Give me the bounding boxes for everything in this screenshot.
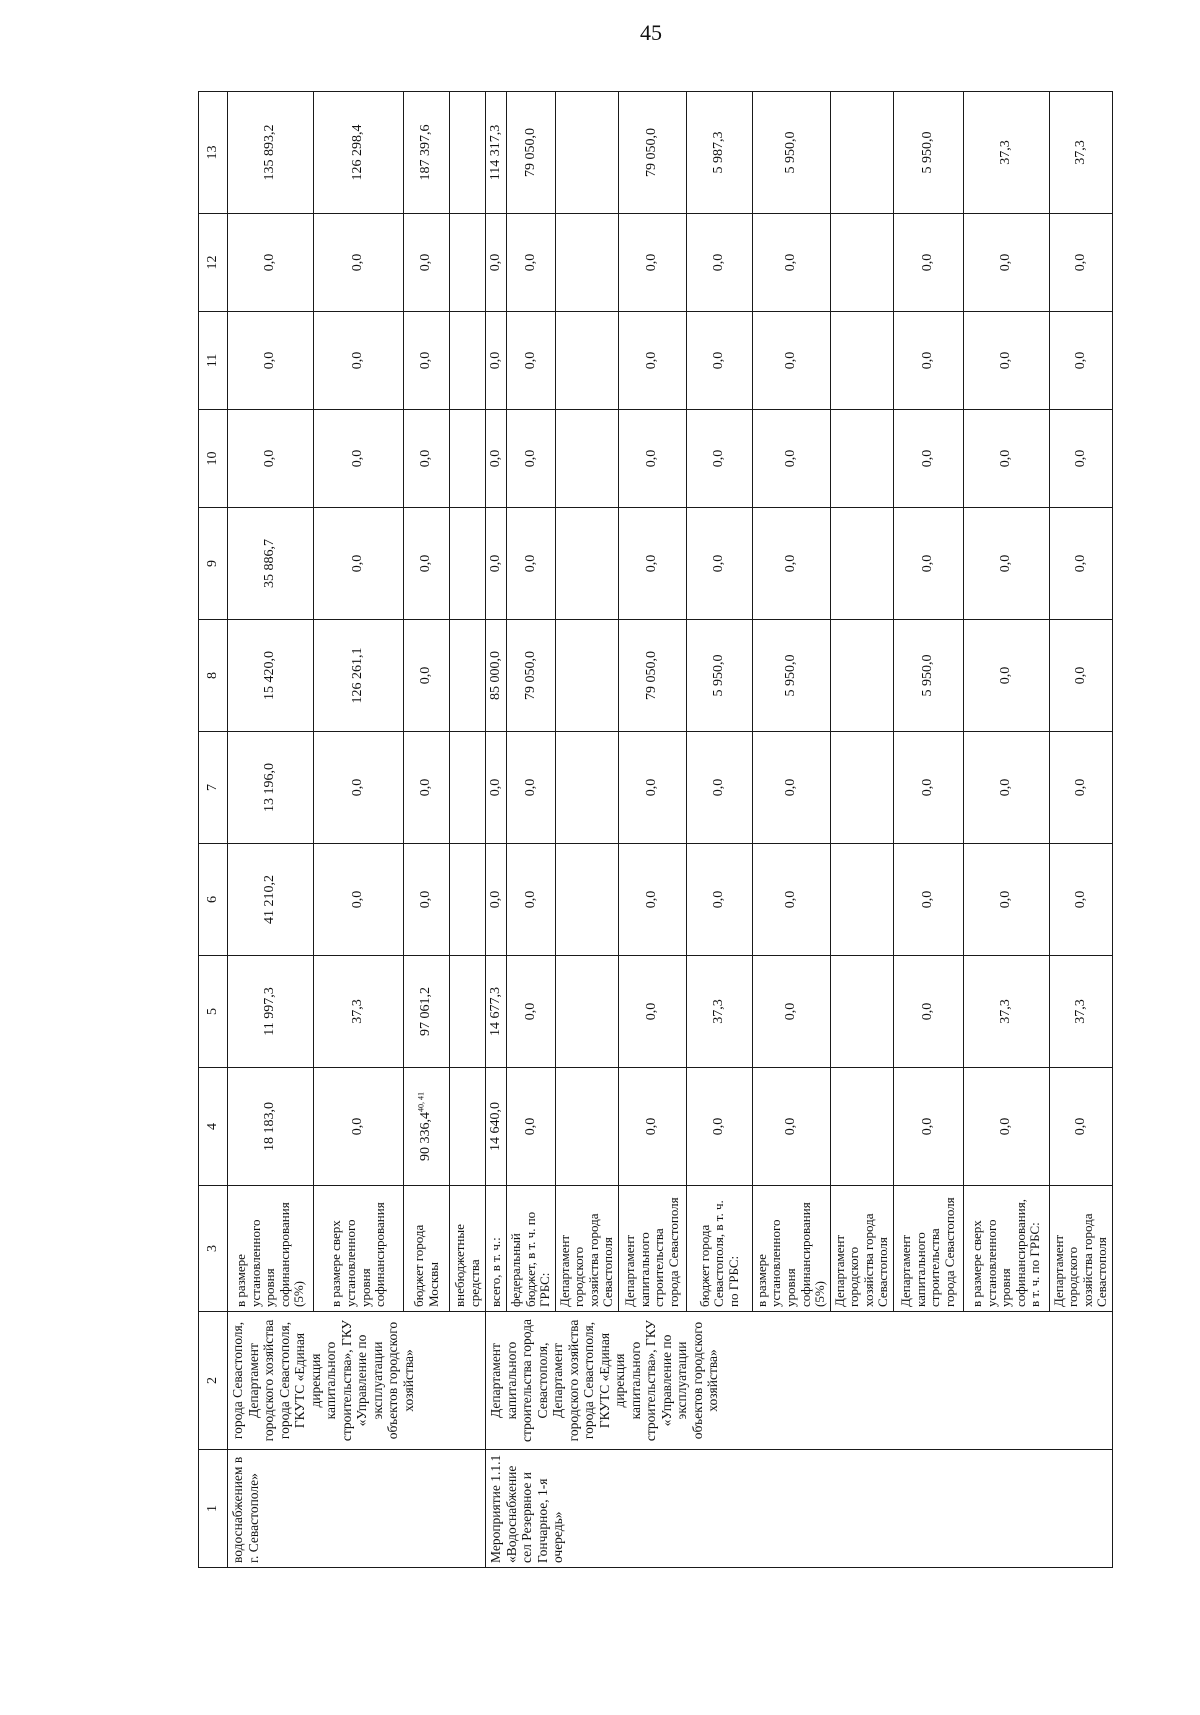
value-cell: 0,0: [618, 844, 686, 956]
funding-source-cell: в размере сверх установленного уровня софинансирования: [314, 1186, 404, 1312]
value-cell: 85 000,0: [486, 620, 507, 732]
value-cell: 18 183,0: [228, 1068, 314, 1186]
value-cell: 5 950,0: [893, 620, 963, 732]
value-cell: 0,0: [618, 214, 686, 312]
value-cell: 0,0: [1049, 620, 1112, 732]
value-cell: [830, 620, 893, 732]
col-header: 9: [199, 508, 228, 620]
value-cell: 0,0: [1049, 1068, 1112, 1186]
value-cell: 0,0: [752, 508, 830, 620]
col-header: 4: [199, 1068, 228, 1186]
value-cell: [555, 410, 618, 508]
value-cell: [830, 312, 893, 410]
funding-source-cell: Департамент капитального строительства города Севастополя: [893, 1186, 963, 1312]
value-cell: 0,0: [686, 732, 752, 844]
value-cell: 0,0: [404, 620, 450, 732]
value-cell: 0,0: [1049, 732, 1112, 844]
value-cell: 0,0: [686, 214, 752, 312]
value-cell: 0,0: [1049, 410, 1112, 508]
value-cell: 0,0: [963, 620, 1049, 732]
funding-source-cell: Департамент капитального строительства города Севастополя: [618, 1186, 686, 1312]
value-cell: 15 420,0: [228, 620, 314, 732]
value-cell: 0,0: [314, 410, 404, 508]
value-cell: 0,0: [486, 508, 507, 620]
value-cell: 0,0: [618, 1068, 686, 1186]
value-cell: 0,0: [963, 312, 1049, 410]
funding-source-cell: в размере установленного уровня софинансирования (5%): [752, 1186, 830, 1312]
value-cell: [555, 92, 618, 214]
col-header: 1: [199, 1450, 228, 1568]
value-cell: 5 950,0: [752, 92, 830, 214]
funding-source-cell: бюджет города Москвы: [404, 1186, 450, 1312]
funding-source-cell: внебюджетные средства: [450, 1186, 486, 1312]
value-cell: 14 640,0: [486, 1068, 507, 1186]
value-cell: [830, 844, 893, 956]
value-cell: [450, 508, 486, 620]
value-cell: 0,0: [618, 508, 686, 620]
value-cell: 0,0: [963, 214, 1049, 312]
value-cell: [830, 508, 893, 620]
value-cell: [450, 844, 486, 956]
value-cell: 37,3: [1049, 956, 1112, 1068]
value-cell: 0,0: [963, 844, 1049, 956]
value-cell: 0,0: [686, 844, 752, 956]
value-cell: 0,0: [507, 214, 556, 312]
value-cell: 0,0: [752, 214, 830, 312]
column-number-row: [199, 92, 228, 1568]
col-header: 7: [199, 732, 228, 844]
measure-title-cell: Мероприятие 1.1.1 «Водоснабжение сел Резервное и Гончарное, 1-я очередь»: [486, 1450, 1113, 1568]
value-cell: 0,0: [893, 410, 963, 508]
value-cell: 0,0: [686, 410, 752, 508]
funding-source-cell: бюджет города Севастополя, в т. ч. по ГРБС:: [686, 1186, 752, 1312]
value-cell: 5 950,0: [686, 620, 752, 732]
executors-cell: города Севастополя, Департамент городского хозяйства города Севастополя, ГКУТС «Единая дирекция капитального строительства», ГКУ «Управление по эксплуатации объектов городского хозяйства»: [228, 1312, 486, 1450]
value-cell: [555, 956, 618, 1068]
funding-source-cell: Департамент городского хозяйства города Севастополя: [1049, 1186, 1112, 1312]
value-cell: [830, 1068, 893, 1186]
value-cell: [830, 410, 893, 508]
value-cell: [450, 956, 486, 1068]
col-header: 10: [199, 410, 228, 508]
value-cell: 0,0: [507, 508, 556, 620]
value-cell: 126 261,1: [314, 620, 404, 732]
value-cell: 97 061,2: [404, 956, 450, 1068]
col-header: 13: [199, 92, 228, 214]
funding-source-cell: в размере сверх установленного уровня софинансирования, в т. ч. по ГРБС:: [963, 1186, 1049, 1312]
value-text: 90 336,4: [418, 1112, 434, 1161]
value-cell: 0,0: [893, 844, 963, 956]
value-cell: 0,0: [314, 312, 404, 410]
value-cell: 41 210,2: [228, 844, 314, 956]
value-cell: 0,0: [486, 312, 507, 410]
funding-source-cell: в размере установленного уровня софинансирования (5%): [228, 1186, 314, 1312]
col-header: 3: [199, 1186, 228, 1312]
value-cell: 79 050,0: [507, 620, 556, 732]
value-cell: [450, 92, 486, 214]
table-row: [228, 92, 314, 1568]
col-header: 5: [199, 956, 228, 1068]
value-cell: 0,0: [1049, 844, 1112, 956]
funding-source-cell: Департамент городского хозяйства города Севастополя: [555, 1186, 618, 1312]
value-cell: 0,0: [228, 214, 314, 312]
value-cell: 135 893,2: [228, 92, 314, 214]
value-cell: 0,0: [1049, 508, 1112, 620]
value-cell: 0,0: [963, 410, 1049, 508]
col-header: 2: [199, 1312, 228, 1450]
value-cell: 0,0: [618, 956, 686, 1068]
value-cell: [450, 312, 486, 410]
value-cell: [450, 732, 486, 844]
value-cell: 0,0: [893, 508, 963, 620]
value-cell: 0,0: [507, 956, 556, 1068]
value-cell: 0,0: [486, 732, 507, 844]
value-cell: 0,0: [404, 732, 450, 844]
value-cell: 0,0: [314, 732, 404, 844]
value-cell: [555, 1068, 618, 1186]
value-cell: 79 050,0: [507, 92, 556, 214]
value-cell: 0,0: [752, 732, 830, 844]
value-cell: 5 950,0: [893, 92, 963, 214]
value-cell: 0,0: [893, 312, 963, 410]
value-cell: [450, 1068, 486, 1186]
value-cell: 126 298,4: [314, 92, 404, 214]
funding-source-cell: федеральный бюджет, в т. ч. по ГРБС:: [507, 1186, 556, 1312]
value-cell: 0,0: [228, 312, 314, 410]
value-cell: 5 987,3: [686, 92, 752, 214]
value-cell: 0,0: [404, 844, 450, 956]
value-cell: 0,0: [686, 1068, 752, 1186]
value-cell: 0,0: [893, 732, 963, 844]
value-cell: 14 677,3: [486, 956, 507, 1068]
value-cell: 37,3: [963, 956, 1049, 1068]
value-cell: 37,3: [963, 92, 1049, 214]
value-cell: 0,0: [618, 312, 686, 410]
footnote-ref: 40, 41: [416, 1092, 426, 1112]
table-row: [486, 92, 507, 1568]
value-cell: 0,0: [507, 732, 556, 844]
value-cell: 11 997,3: [228, 956, 314, 1068]
value-cell: 0,0: [314, 1068, 404, 1186]
value-cell: 37,3: [314, 956, 404, 1068]
value-cell: 0,0: [893, 1068, 963, 1186]
col-header: 12: [199, 214, 228, 312]
value-cell: 187 397,6: [404, 92, 450, 214]
value-cell: 0,0: [404, 312, 450, 410]
program-title-cell: водоснабжением в г. Севастополе»: [228, 1450, 486, 1568]
value-cell: 0,0: [486, 844, 507, 956]
value-cell: [830, 732, 893, 844]
col-header: 6: [199, 844, 228, 956]
table-container: [198, 92, 1110, 1568]
value-cell: 0,0: [893, 214, 963, 312]
value-cell: 0,0: [404, 214, 450, 312]
value-cell: 0,0: [404, 410, 450, 508]
value-cell: [450, 214, 486, 312]
value-cell: 35 886,7: [228, 508, 314, 620]
value-cell: 79 050,0: [618, 92, 686, 214]
value-cell: 13 196,0: [228, 732, 314, 844]
budget-table: [198, 91, 1113, 1568]
value-cell: 0,0: [1049, 214, 1112, 312]
col-header: 11: [199, 312, 228, 410]
value-cell: 0,0: [314, 508, 404, 620]
value-cell: 0,0: [507, 1068, 556, 1186]
value-cell: 0,0: [507, 844, 556, 956]
rotated-table-frame: [198, 92, 1110, 1568]
value-cell: 0,0: [486, 214, 507, 312]
value-cell: 0,0: [228, 410, 314, 508]
value-cell: [830, 214, 893, 312]
funding-source-cell: Департамент городского хозяйства города Севастополя: [830, 1186, 893, 1312]
value-cell: 0,0: [314, 844, 404, 956]
value-cell: [555, 620, 618, 732]
value-cell: [555, 844, 618, 956]
value-cell: 0,0: [752, 312, 830, 410]
value-cell: [450, 620, 486, 732]
value-cell: [450, 410, 486, 508]
value-cell: 0,0: [752, 410, 830, 508]
value-cell: [555, 508, 618, 620]
value-cell: [555, 732, 618, 844]
value-cell: 0,0: [507, 410, 556, 508]
value-cell: 0,0: [618, 410, 686, 508]
executors-cell: Департамент капитального строительства города Севастополя, Департамент городского хозяйства города Севастополя, ГКУТС «Единая дирекция капитального строительства», ГКУ «Управление по эксплуатации объектов городского хозяйства»: [486, 1312, 1113, 1450]
value-cell: 0,0: [314, 214, 404, 312]
value-cell: 37,3: [686, 956, 752, 1068]
value-cell: [830, 92, 893, 214]
value-cell: 0,0: [752, 844, 830, 956]
col-header: 8: [199, 620, 228, 732]
value-cell: 0,0: [963, 1068, 1049, 1186]
page-number: 45: [640, 20, 662, 45]
value-cell: 5 950,0: [752, 620, 830, 732]
value-cell: 0,0: [618, 732, 686, 844]
value-cell: 0,0: [507, 312, 556, 410]
value-cell: [830, 956, 893, 1068]
value-cell: [404, 1068, 450, 1186]
value-cell: 0,0: [963, 508, 1049, 620]
value-cell: 0,0: [486, 410, 507, 508]
value-cell: 0,0: [752, 956, 830, 1068]
value-cell: 37,3: [1049, 92, 1112, 214]
funding-source-cell: всего, в т. ч.:: [486, 1186, 507, 1312]
value-cell: 0,0: [893, 956, 963, 1068]
value-cell: 0,0: [752, 1068, 830, 1186]
value-cell: 114 317,3: [486, 92, 507, 214]
value-cell: [555, 312, 618, 410]
value-cell: 79 050,0: [618, 620, 686, 732]
value-cell: 0,0: [963, 732, 1049, 844]
value-cell: 0,0: [686, 508, 752, 620]
value-cell: 0,0: [1049, 312, 1112, 410]
value-cell: 0,0: [686, 312, 752, 410]
value-cell: [555, 214, 618, 312]
value-cell: 0,0: [404, 508, 450, 620]
